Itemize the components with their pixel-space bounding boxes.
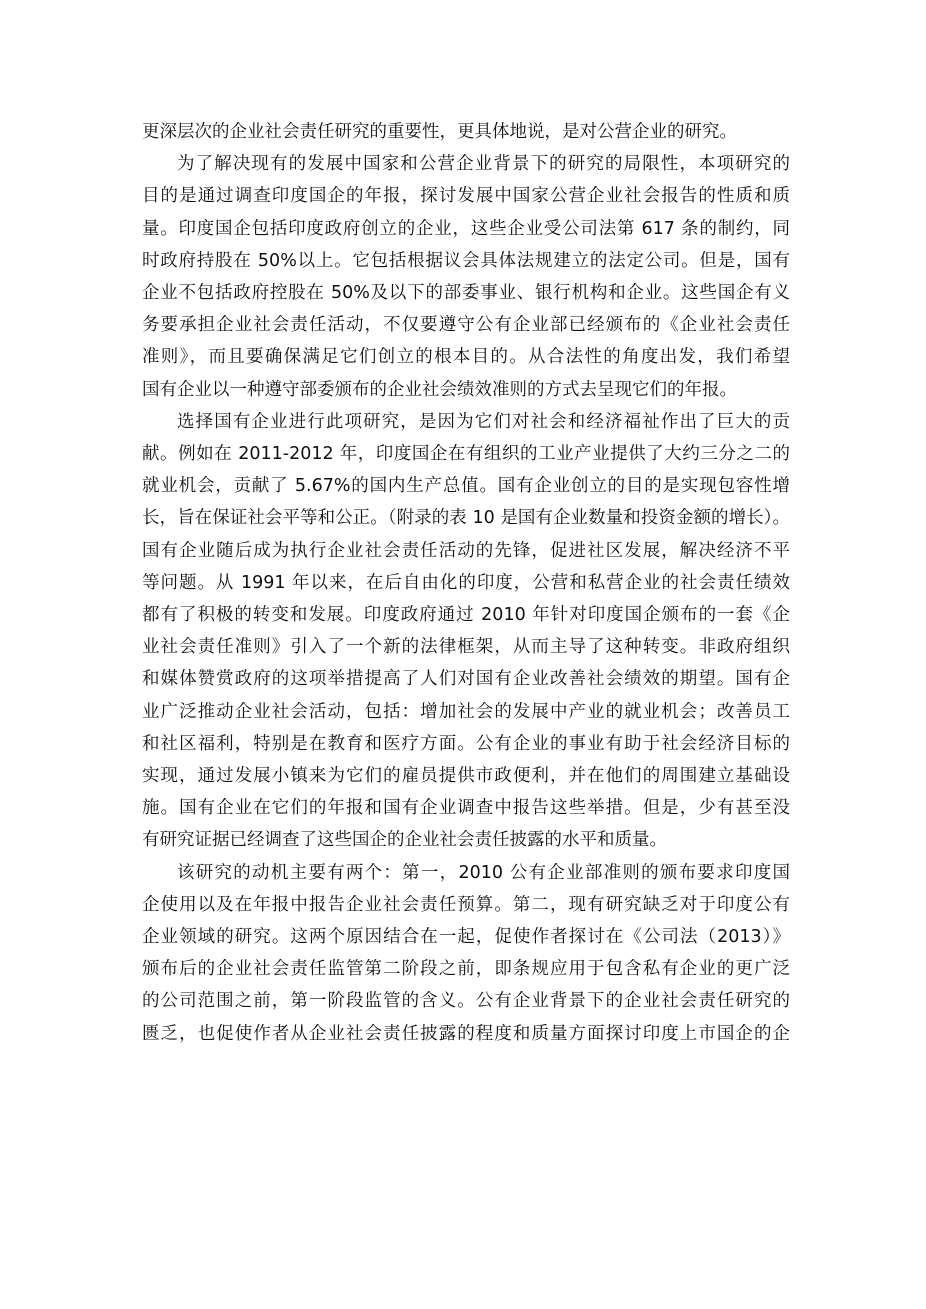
text-line: 都有了积极的转变和发展。印度政府通过 2010 年针对印度国企颁布的一套《企 xyxy=(142,605,790,626)
text-line: 有研究证据已经调查了这些国企的企业社会责任披露的水平和质量。 xyxy=(142,830,667,851)
text-line: 的公司范围之前，第一阶段监管的含义。公有企业背景下的企业社会责任研究的 xyxy=(142,991,790,1012)
text-line: 匮乏，也促使作者从企业社会责任披露的程度和质量方面探讨印度上市国企的企 xyxy=(142,1023,790,1044)
text-line: 献。例如在 2011-2012 年，印度国企在有组织的工业产业提供了大约三分之二的 xyxy=(142,444,790,465)
text-line: 准则》，而且要确保满足它们创立的根本目的。从合法性的角度出发，我们希望 xyxy=(142,347,790,368)
text-line: 施。国有企业在它们的年报和国有企业调查中报告这些举措。但是，少有甚至没 xyxy=(142,798,790,819)
text-line: 业社会责任准则》引入了一个新的法律框架，从而主导了这种转变。非政府组织 xyxy=(142,637,790,658)
text-line: 就业机会，贡献了 5.67%的国内生产总值。国有企业创立的目的是实现包容性增 xyxy=(142,476,790,497)
text-line: 企使用以及在年报中报告企业社会责任预算。第二，现有研究缺乏对于印度公有 xyxy=(142,894,790,915)
text-line: 目的是通过调查印度国企的年报，探讨发展中国家公营企业社会报告的性质和质 xyxy=(142,186,790,207)
text-line: 等问题。从 1991 年以来，在后自由化的印度，公营和私营企业的社会责任绩效 xyxy=(142,572,790,593)
text-line: 务要承担企业社会责任活动，不仅要遵守公有企业部已经颁布的《企业社会责任 xyxy=(142,315,790,336)
text-line: 和社区福利，特别是在教育和医疗方面。公有企业的事业有助于社会经济目标的 xyxy=(142,733,790,754)
text-line: 业广泛推动企业社会活动，包括：增加社会的发展中产业的就业机会；改善员工 xyxy=(142,701,790,722)
text-line: 国有企业以一种遵守部委颁布的企业社会绩效准则的方式去呈现它们的年报。 xyxy=(142,379,737,400)
text-line: 为了解决现有的发展中国家和公营企业背景下的研究的局限性，本项研究的 xyxy=(177,154,790,175)
text-line: 选择国有企业进行此项研究，是因为它们对社会和经济福祉作出了巨大的贡 xyxy=(177,411,790,432)
text-line: 时政府持股在 50%以上。它包括根据议会具体法规建立的法定公司。但是，国有 xyxy=(142,250,790,271)
text-line: 实现，通过发展小镇来为它们的雇员提供市政便利，并在他们的周围建立基础设 xyxy=(142,766,790,787)
text-line: 和媒体赞赏政府的这项举措提高了人们对国有企业改善社会绩效的期望。国有企 xyxy=(142,669,790,690)
body-text xyxy=(142,116,790,1050)
text-line: 该研究的动机主要有两个：第一，2010 公有企业部准则的颁布要求印度国 xyxy=(177,862,790,883)
text-line: 企业领域的研究。这两个原因结合在一起，促使作者探讨在《公司法（2013）》 xyxy=(142,927,790,948)
text-line: 更深层次的企业社会责任研究的重要性，更具体地说，是对公营企业的研究。 xyxy=(142,122,737,142)
paragraph-4 xyxy=(142,857,790,1050)
text-line: 颁布后的企业社会责任监管第二阶段之前，即条规应用于包含私有企业的更广泛 xyxy=(142,959,790,980)
text-line: 企业不包括政府控股在 50%及以下的部委事业、银行机构和企业。这些国企有义 xyxy=(142,283,790,304)
paragraph-2 xyxy=(142,148,790,406)
paragraph-3 xyxy=(142,406,790,857)
text-line: 长，旨在保证社会平等和公正。（附录的表 10 是国有企业数量和投资金额的增长）。 xyxy=(142,508,790,529)
text-line: 国有企业随后成为执行企业社会责任活动的先锋，促进社区发展，解决经济不平 xyxy=(142,540,790,561)
paragraph-1 xyxy=(142,116,790,148)
text-line: 量。印度国企包括印度政府创立的企业，这些企业受公司法第 617 条的制约，同 xyxy=(142,218,790,239)
